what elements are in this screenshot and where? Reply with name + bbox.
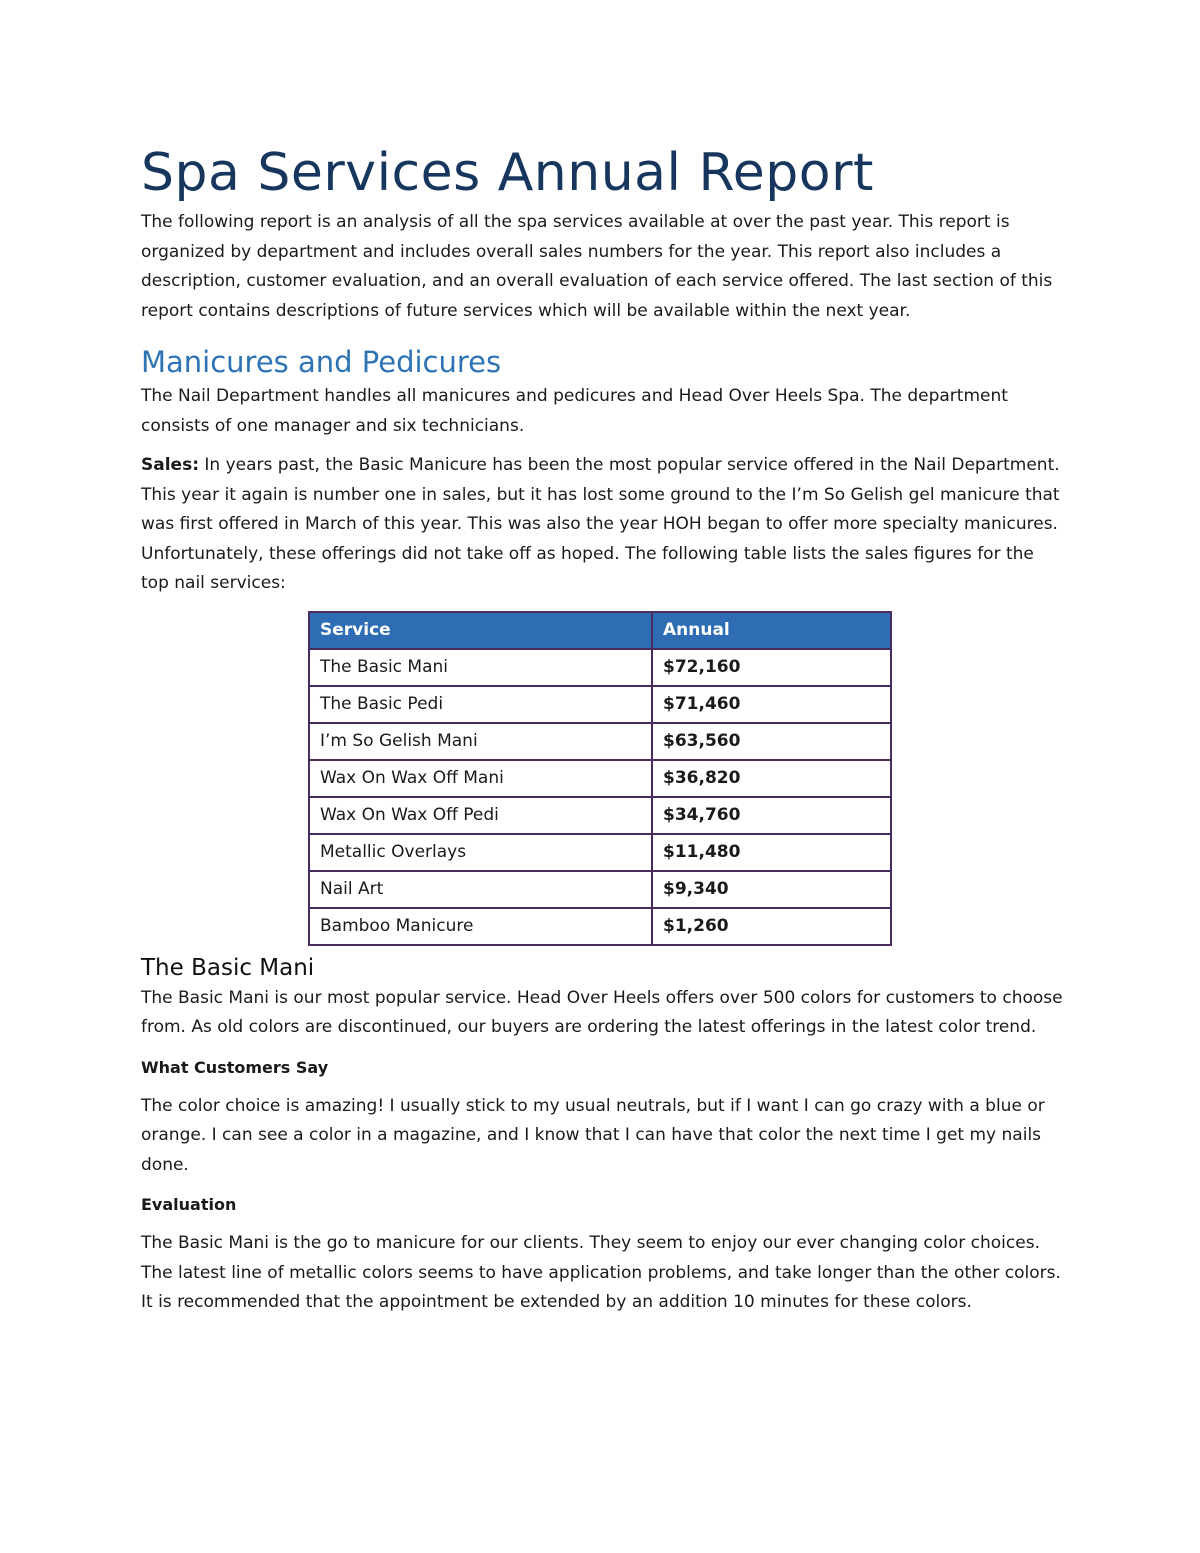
table-row — [309, 834, 891, 871]
table-row — [309, 723, 891, 760]
evaluation-paragraph: The Basic Mani is the go to manicure for our clients. They seem to enjoy our ever changing color choices. The latest line of metallic colors seems to have application problems, and take longer than the other colors. It is recommended that the appointment be extended by an addition 10 minutes for these colors. — [141, 1233, 1061, 1312]
evaluation-heading: Evaluation — [141, 1195, 237, 1214]
annual-cell: $9,340 — [652, 871, 891, 908]
nail-department-paragraph: The Nail Department handles all manicures and pedicures and Head Over Heels Spa. The department consists of one manager and six technicians. — [141, 386, 1008, 436]
annual-cell: $11,480 — [652, 834, 891, 871]
section-heading-basic-mani: The Basic Mani — [141, 954, 315, 981]
sales-text: In years past, the Basic Manicure has been the most popular service offered in the Nail Department. This year it again is number one in sales, but it has lost some ground to the I’m So Gelish gel manicure that was first offered in March of this year. This was also the year HOH began to offer more specialty manicures. Unfortunately, these offerings did not take off as hoped. The following table lists the sales figures for the top nail services: — [141, 455, 1060, 593]
service-cell: Nail Art — [309, 871, 652, 908]
intro-paragraph: The following report is an analysis of all the spa services available at over the past year. This report is organized by department and includes overall sales numbers for the year. This report also includes a description, customer evaluation, and an overall evaluation of each service offered. The last section of this report contains descriptions of future services which will be available within the next year. — [141, 212, 1053, 321]
table-row — [309, 686, 891, 723]
sales-table — [308, 611, 892, 946]
table-row — [309, 908, 891, 945]
annual-cell: $72,160 — [652, 649, 891, 686]
annual-cell: $1,260 — [652, 908, 891, 945]
annual-cell: $34,760 — [652, 797, 891, 834]
section-heading-manicures: Manicures and Pedicures — [141, 345, 502, 379]
annual-cell: $36,820 — [652, 760, 891, 797]
service-cell: Bamboo Manicure — [309, 908, 652, 945]
table-row — [309, 871, 891, 908]
table-header-row — [309, 612, 891, 649]
service-cell: I’m So Gelish Mani — [309, 723, 652, 760]
table-row — [309, 760, 891, 797]
document-page — [141, 138, 1066, 1318]
header-annual: Annual — [652, 612, 891, 649]
sales-paragraph — [141, 451, 1066, 599]
annual-cell: $71,460 — [652, 686, 891, 723]
service-cell: Wax On Wax Off Pedi — [309, 797, 652, 834]
service-cell: Wax On Wax Off Mani — [309, 760, 652, 797]
header-service: Service — [309, 612, 652, 649]
service-cell: Metallic Overlays — [309, 834, 652, 871]
table-row — [309, 797, 891, 834]
table-row — [309, 649, 891, 686]
service-cell: The Basic Mani — [309, 649, 652, 686]
basic-mani-paragraph: The Basic Mani is our most popular service. Head Over Heels offers over 500 colors for customers to choose from. As old colors are discontinued, our buyers are ordering the latest offerings in the latest color trend. — [141, 987, 1063, 1037]
sales-label: Sales: — [141, 455, 199, 475]
customers-heading: What Customers Say — [141, 1057, 329, 1077]
report-title: Spa Services Annual Report — [141, 143, 874, 203]
service-cell: The Basic Pedi — [309, 686, 652, 723]
customers-paragraph: The color choice is amazing! I usually stick to my usual neutrals, but if I want I can go crazy with a blue or orange. I can see a color in a magazine, and I know that I can have that color the next time I get my nails done. — [141, 1095, 1045, 1175]
annual-cell: $63,560 — [652, 723, 891, 760]
